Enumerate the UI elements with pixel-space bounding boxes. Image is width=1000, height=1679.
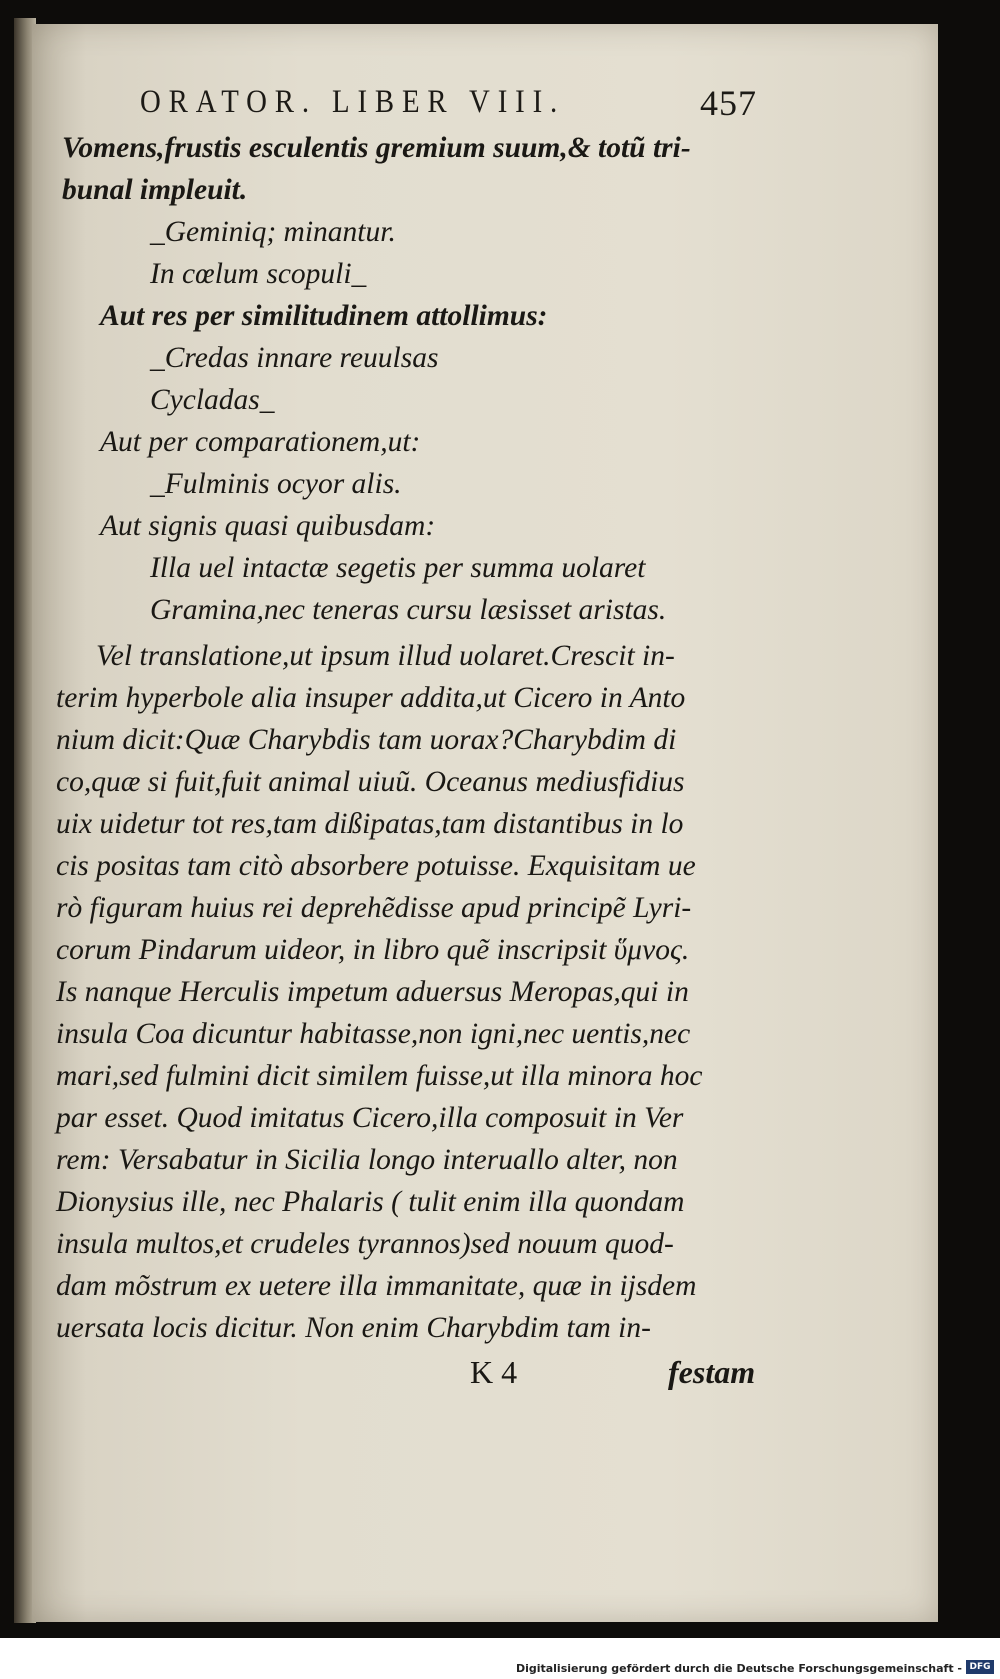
text-line: rem: Versabatur in Sicilia longo interuallo alter, non xyxy=(56,1144,678,1176)
text-line: corum Pindarum uideor, in libro quẽ inscripsit ὕμνος. xyxy=(56,934,690,966)
running-head: ORATOR. LIBER VIII. xyxy=(140,84,566,120)
text-line: cis positas tam citò absorbere potuisse. Exquisitam ue xyxy=(56,850,696,882)
text-line: Aut signis quasi quibusdam: xyxy=(100,510,436,542)
dfg-logo: DFG xyxy=(966,1660,994,1674)
text-line: Vel translatione,ut ipsum illud uolaret.Crescit in- xyxy=(96,640,675,672)
text-line: uersata locis dicitur. Non enim Charybdim tam in- xyxy=(56,1312,651,1344)
text-line: _Credas innare reuulsas xyxy=(150,342,439,374)
text-line: par esset. Quod imitatus Cicero,illa composuit in Ver xyxy=(56,1102,684,1134)
text-line: _Geminiq; minantur. xyxy=(150,216,396,248)
text-line: Illa uel intactæ segetis per summa uolaret xyxy=(150,552,646,584)
text-line: nium dicit:Quæ Charybdis tam uorax?Charybdim di xyxy=(56,724,677,756)
text-line: Gramina,nec teneras cursu læsisset aristas. xyxy=(150,594,667,626)
signature-mark: K 4 xyxy=(470,1354,518,1390)
text-line: bunal impleuit. xyxy=(62,174,248,206)
text-line: uix uidetur tot res,tam dißipatas,tam distantibus in lo xyxy=(56,808,684,840)
text-line: dam mõstrum ex uetere illa immanitate, quæ in ijsdem xyxy=(56,1270,697,1302)
text-line: Dionysius ille, nec Phalaris ( tulit enim illa quondam xyxy=(56,1186,685,1218)
text-line: co,quæ si fuit,fuit animal uiuũ. Oceanus mediusfidius xyxy=(56,766,685,798)
text-line: _Fulminis ocyor alis. xyxy=(150,468,402,500)
text-line: Aut per comparationem,ut: xyxy=(100,426,421,458)
text-line: insula Coa dicuntur habitasse,non igni,nec uentis,nec xyxy=(56,1018,691,1050)
funding-credit: Digitalisierung gefördert durch die Deutsche Forschungsgemeinschaft - xyxy=(515,1662,962,1675)
text-line: insula multos,et crudeles tyrannos)sed nouum quod- xyxy=(56,1228,674,1260)
text-line: rò figuram huius rei deprehẽdisse apud principẽ Lyri- xyxy=(56,892,692,924)
text-line: Vomens,frustis esculentis gremium suum,& totũ tri- xyxy=(62,132,691,164)
text-line: terim hyperbole alia insuper addita,ut Cicero in Anto xyxy=(56,682,686,714)
catchword: festam xyxy=(668,1354,756,1390)
text-line: mari,sed fulmini dicit similem fuisse,ut illa minora hoc xyxy=(56,1060,703,1092)
text-line: Is nanque Herculis impetum aduersus Meropas,qui in xyxy=(56,976,689,1008)
page-number: 457 xyxy=(700,83,757,123)
text-line: Aut res per similitudinem attollimus: xyxy=(100,300,548,332)
text-line: Cycladas_ xyxy=(150,384,275,416)
text-line: In cœlum scopuli_ xyxy=(150,258,367,290)
